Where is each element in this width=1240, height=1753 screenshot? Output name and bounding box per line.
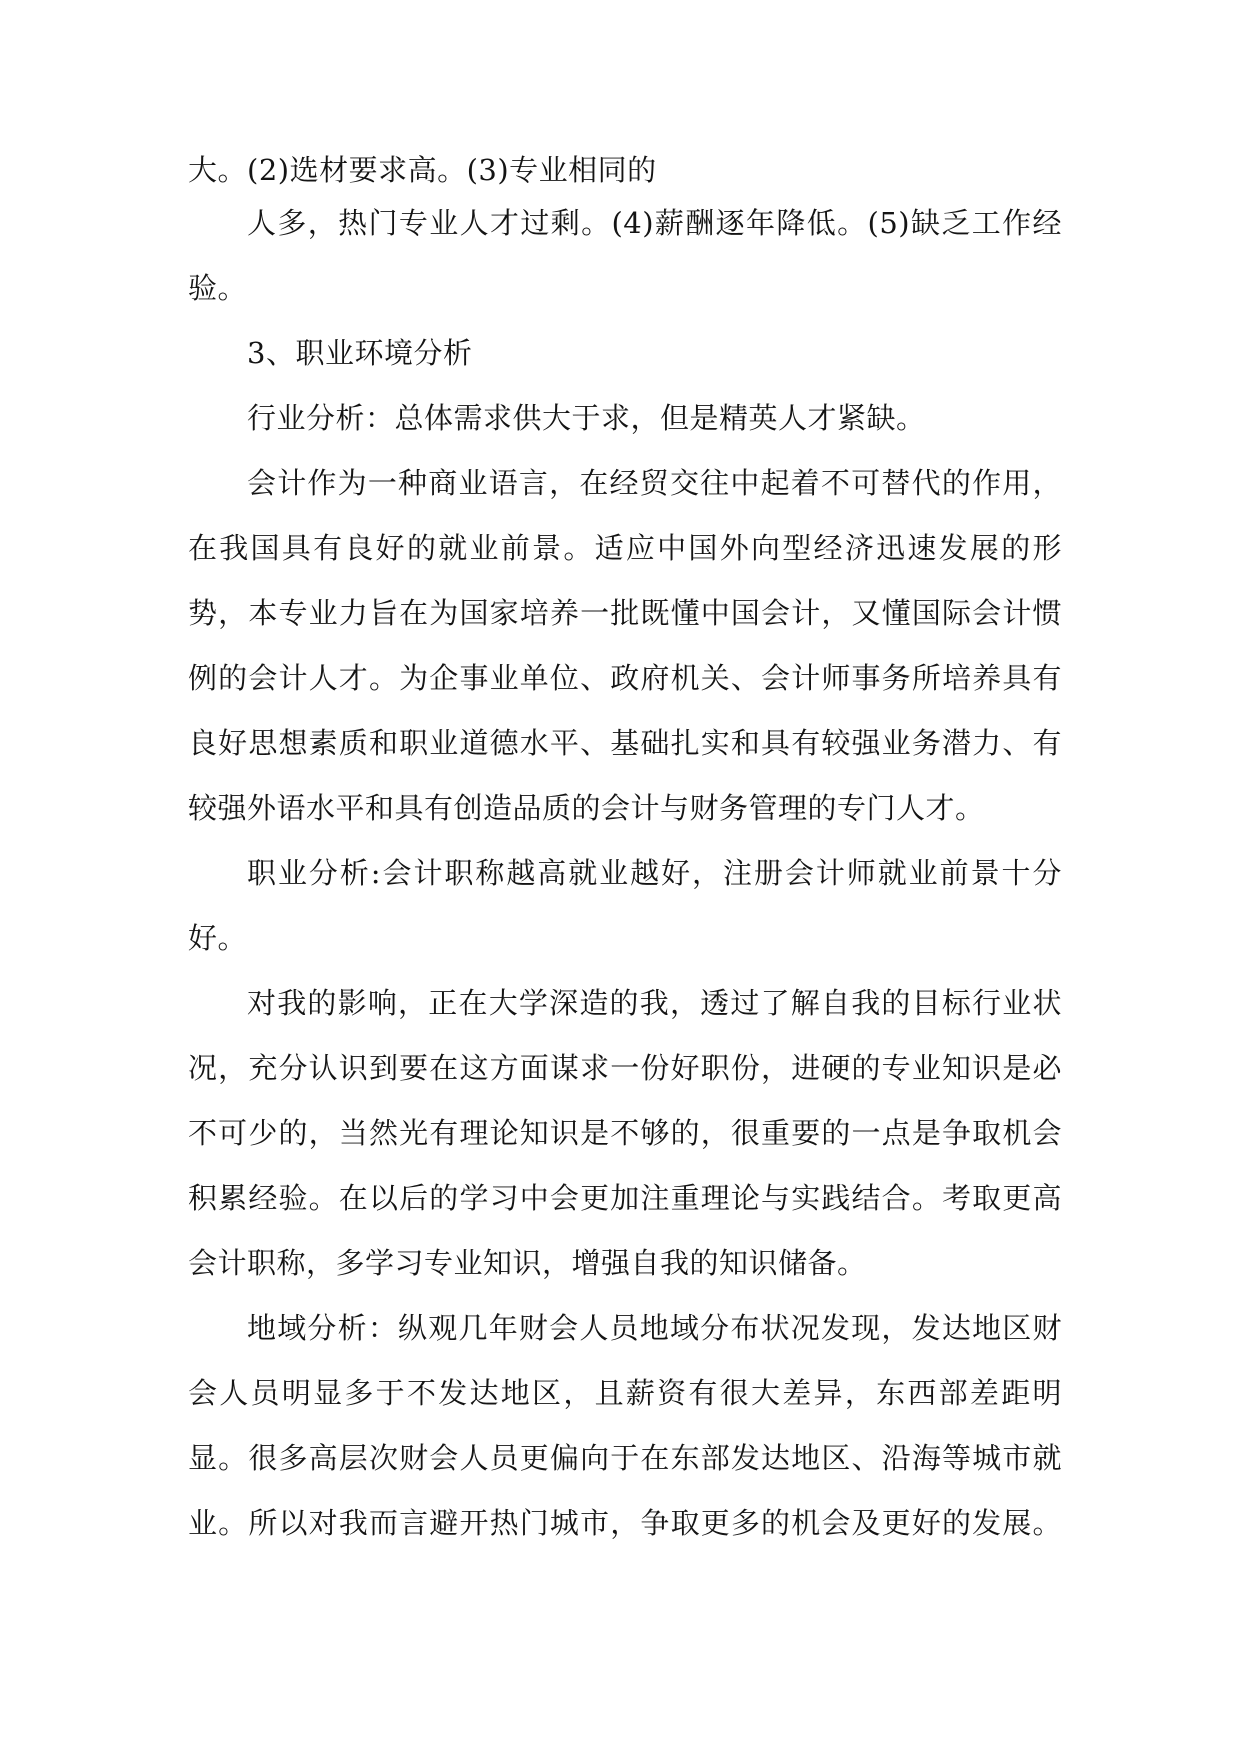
text-line: 会计作为一种商业语言，在经贸交往中起着不可替代的作用， [247,466,1062,500]
text-line: 人多，热门专业人才过剩。(4)薪酬逐年降低。(5)缺乏工作经 [247,206,1062,240]
text-line: 积累经验。在以后的学习中会更加注重理论与实践结合。考取更高 [188,1181,1062,1215]
text-line: 不可少的，当然光有理论知识是不够的，很重要的一点是争取机会 [188,1116,1062,1150]
text-line: 行业分析：总体需求供大于求，但是精英人才紧缺。 [247,401,926,435]
text-line: 地域分析：纵观几年财会人员地域分布状况发现，发达地区财 [247,1311,1062,1345]
text-line: 职业分析:会计职称越高就业越好，注册会计师就业前景十分 [247,856,1062,890]
text-line: 况，充分认识到要在这方面谋求一份好职份，进硬的专业知识是必 [188,1051,1062,1085]
text-line: 势，本专业力旨在为国家培养一批既懂中国会计，又懂国际会计惯 [188,596,1062,630]
text-line: 会人员明显多于不发达地区，且薪资有很大差异，东西部差距明 [188,1376,1062,1410]
text-line: 良好思想素质和职业道德水平、基础扎实和具有较强业务潜力、有 [188,726,1062,760]
text-line: 对我的影响，正在大学深造的我，透过了解自我的目标行业状 [247,986,1062,1020]
text-line: 好。 [188,921,248,955]
text-line: 较强外语水平和具有创造品质的会计与财务管理的专门人才。 [188,791,985,825]
text-line: 会计职称，多学习专业知识，增强自我的知识储备。 [188,1246,867,1280]
text-line: 大。(2)选材要求高。(3)专业相同的 [188,153,657,187]
text-line: 在我国具有良好的就业前景。适应中国外向型经济迅速发展的形 [188,531,1062,565]
text-line: 验。 [188,271,248,305]
section-heading: 3、职业环境分析 [247,336,473,370]
text-line: 显。很多高层次财会人员更偏向于在东部发达地区、沿海等城市就 [188,1441,1062,1475]
text-line: 例的会计人才。为企事业单位、政府机关、会计师事务所培养具有 [188,661,1062,695]
text-line: 业。所以对我而言避开热门城市，争取更多的机会及更好的发展。 [188,1506,1062,1540]
